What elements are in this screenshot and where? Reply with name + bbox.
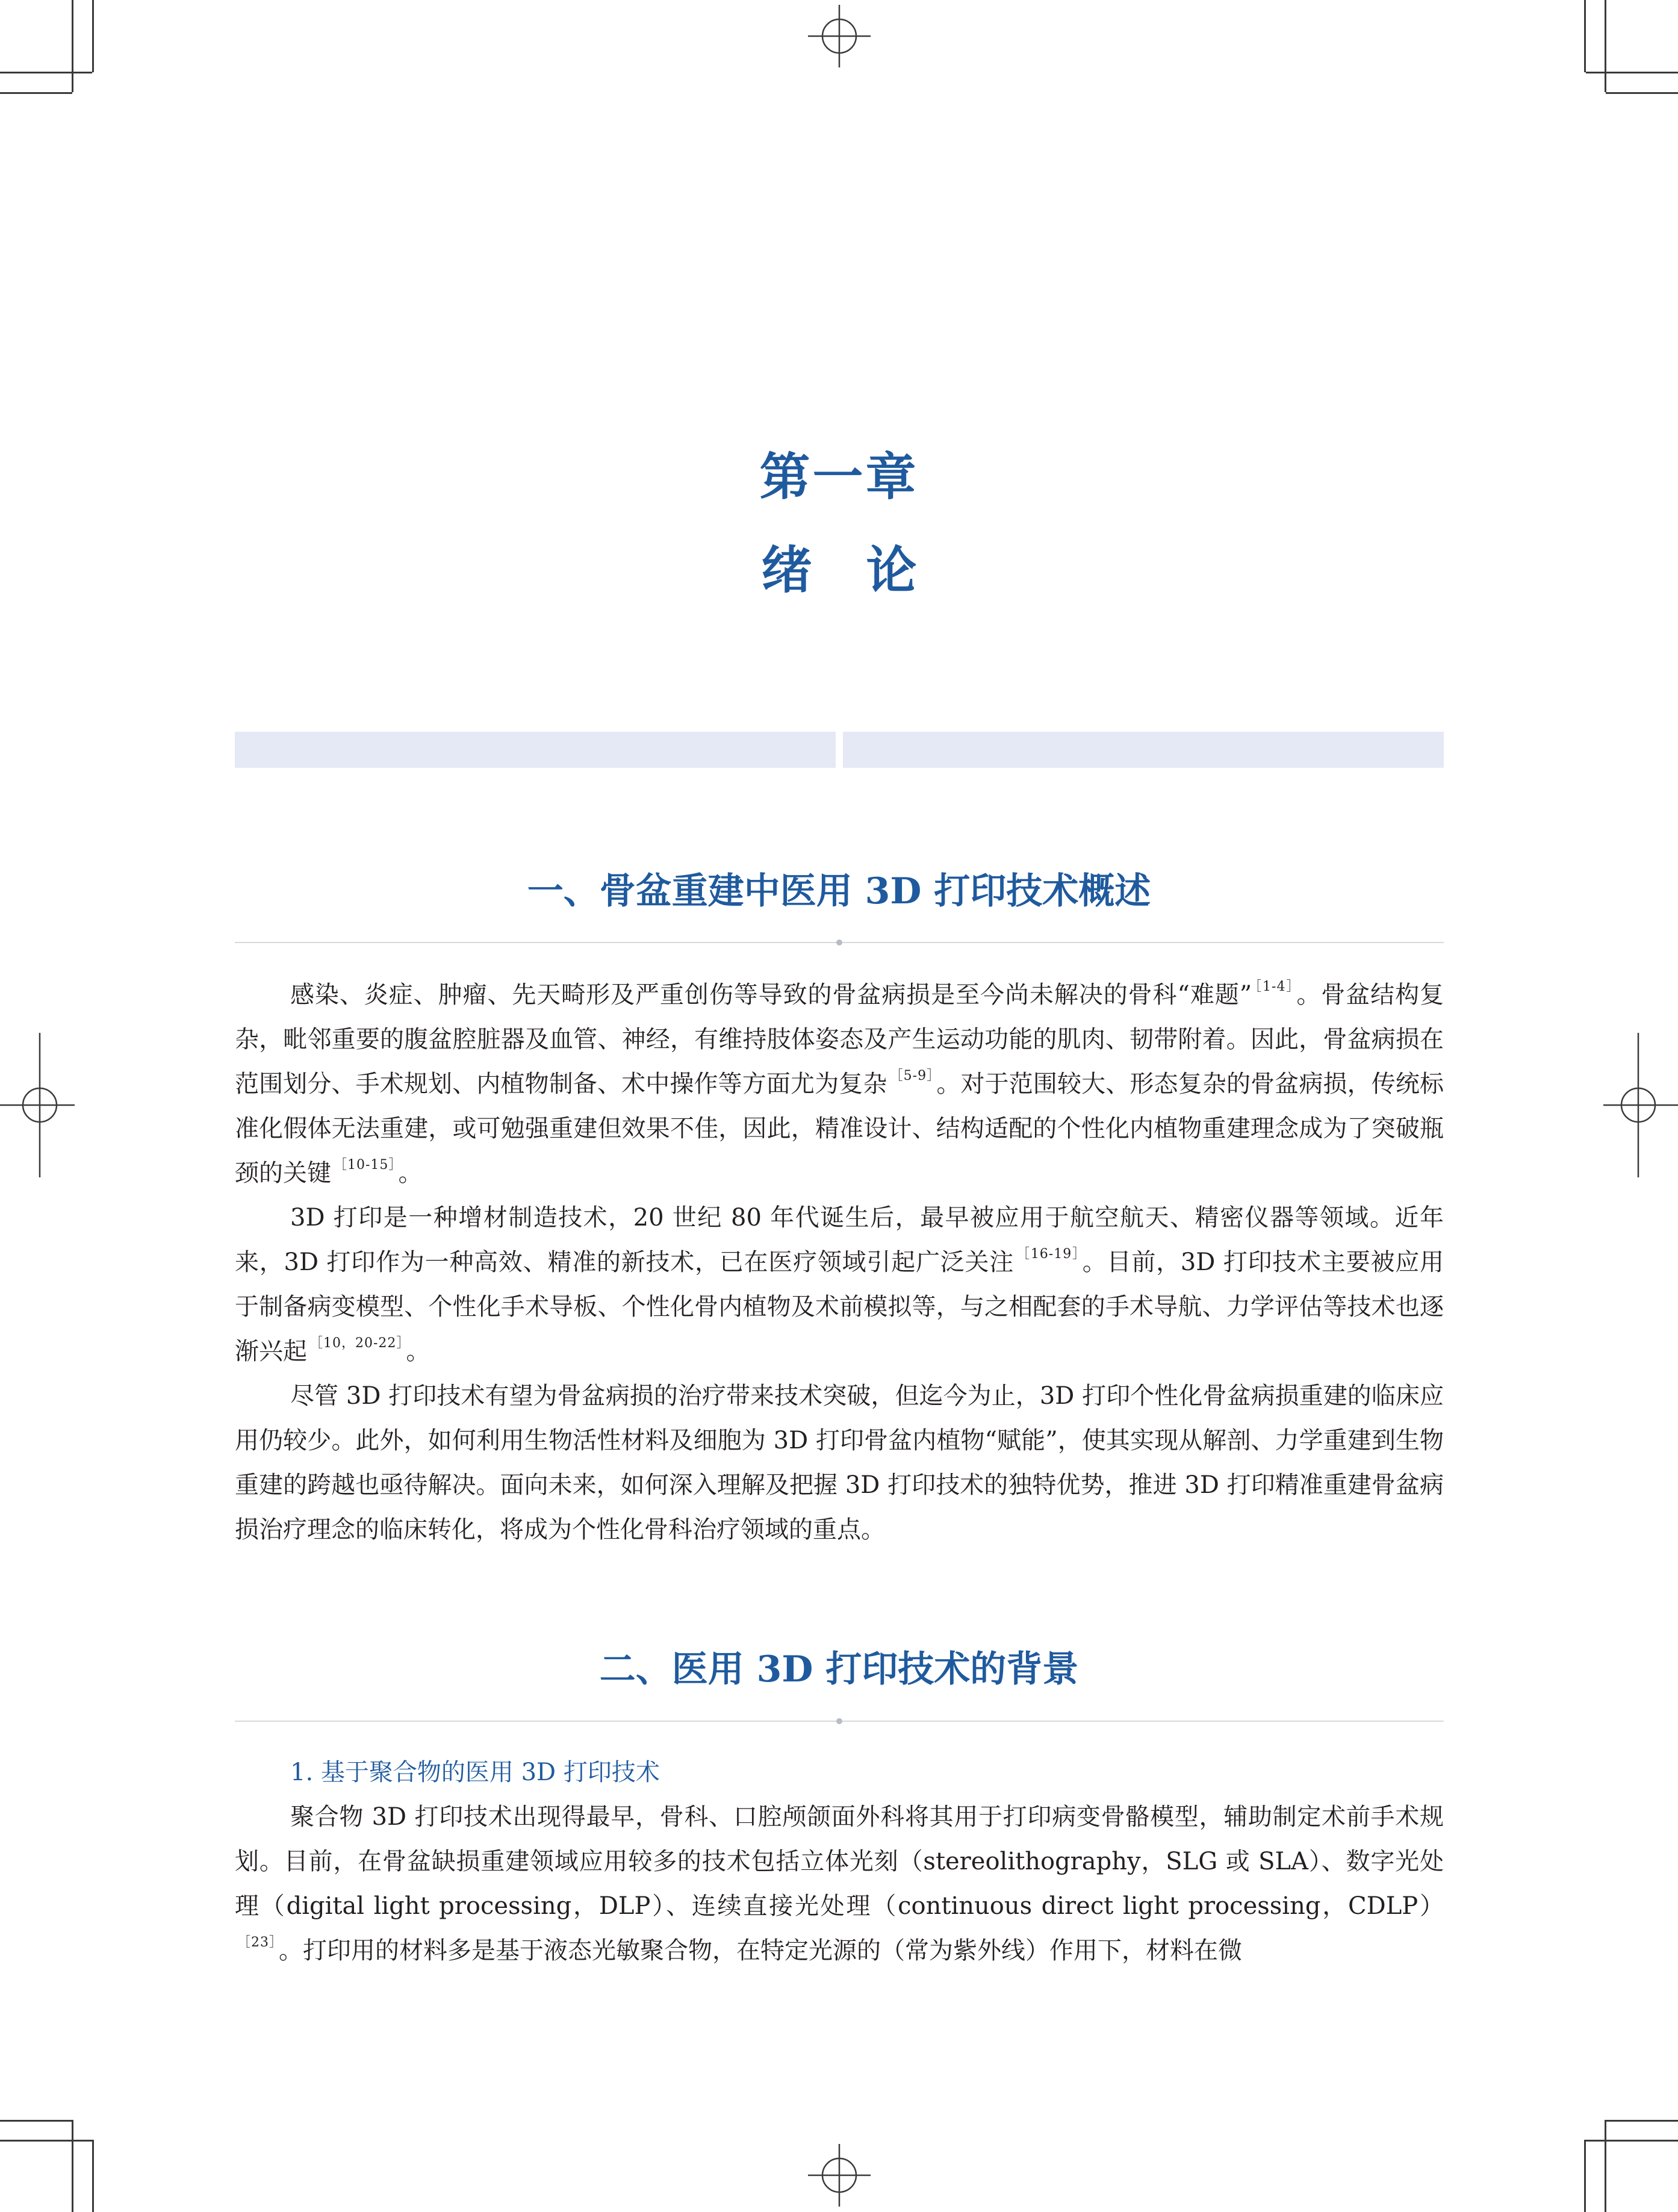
citation: ［10，20-22］ [309,1336,404,1351]
citation: ［10-15］ [334,1157,396,1173]
chapter-title: 绪论 [761,540,971,600]
crop-mark [0,2140,92,2142]
crop-mark [1606,2120,1678,2122]
crop-mark [72,2120,73,2212]
paragraph: 3D 打印是一种增材制造技术，20 世纪 80 年代诞生后，最早被应用于航空航天、精密仪器等领域。近年来，3D 打印作为一种高效、精准的新技术，已在医疗领域引起广泛关注 $^{[16-19]}$ 。目前，3D 打印技术主要被应用于制备病变模型、个性化手术导板、个性化骨内植物及术前模拟等，与之相配套的手术导航、力学评估等技术也逐渐兴起 $^{[10,20-22]}$ 。 [235,1204,1444,1365]
section-divider [235,942,1444,943]
citation: ［1-4］ [1254,979,1294,994]
section-divider [235,1721,1444,1722]
section-heading: 一、骨盆重建中医用 3D 打印技术概述 [527,870,1151,912]
decorative-band [843,732,1444,768]
crop-mark [1584,0,1586,72]
crop-mark [72,0,73,92]
crop-mark [1584,2140,1586,2212]
decorative-band [235,732,836,768]
crop-mark [0,72,92,73]
registration-mark-icon [808,2144,871,2207]
crop-mark [92,0,94,72]
crop-mark [1605,2120,1606,2212]
crop-mark [0,92,72,94]
registration-mark-icon [0,1033,75,1177]
paragraph: 尽管 3D 打印技术有望为骨盆病损的治疗带来技术突破，但迄今为止，3D 打印个性化骨盆病损重建的临床应用仍较少。此外，如何利用生物活性材料及细胞为 3D 打印骨盆内植物“赋能”，使其实现从解剖、力学重建到生物重建的跨越也亟待解决。面向未来，如何深入理解及把握 3D 打印技术的独特优势，推进 3D 打印精准重建骨盆病损治疗理念的临床转化，将成为个性化骨科治疗领域的重点。 [235,1382,1444,1544]
crop-mark [0,2120,72,2122]
registration-mark-icon [808,5,871,67]
citation: ［5-9］ [889,1068,934,1083]
crop-mark [1606,92,1678,94]
section-heading: 二、医用 3D 打印技术的背景 [599,1648,1079,1690]
crop-mark [92,2140,94,2212]
crop-mark [1605,0,1606,92]
paragraph: 感染、炎症、肿瘤、先天畸形及严重创伤等导致的骨盆病损是至今尚未解决的骨科“难题” $^{[1-4]}$ 。骨盆结构复杂，毗邻重要的腹盆腔脏器及血管、神经，有维持肢体姿态及产生运动功能的肌肉、韧带附着。因此，骨盆病损在范围划分、手术规划、内植物制备、术中操作等方面尤为复杂 $^{[5-9]}$ 。对于范围较大、形态复杂的骨盆病损，传统标准化假体无法重建，或可勉强重建但效果不佳，因此，精准设计、结构适配的个性化内植物重建理念成为了突破瓶颈的关键 $^{[10-15]}$ 。 [235,979,1444,1187]
citation: ［16-19］ [1016,1247,1080,1262]
citation: ［23］ [237,1935,276,1950]
paragraph: 聚合物 3D 打印技术出现得最早，骨科、口腔颅颌面外科将其用于打印病变骨骼模型，辅助制定术前手术规划。目前，在骨盆缺损重建领域应用较多的技术包括立体光刻（stereolithography，SLG 或 SLA）、数字光处理（digital light processing，DLP）、连续直接光处理（continuous direct light processing，CDLP）$^{[23]}$ 。打印用的材料多是基于液态光敏聚合物，在特定光源的（常为紫外线）作用下，材料在微 [235,1803,1444,1964]
section-body [235,1750,1444,1973]
crop-mark [1586,72,1678,73]
registration-mark-icon [1603,1033,1678,1177]
section-body [235,973,1444,1552]
subsection-heading: 1. 基于聚合物的医用 3D 打印技术 [290,1759,660,1786]
chapter-number: 第一章 [759,447,919,506]
crop-mark [1586,2140,1678,2142]
